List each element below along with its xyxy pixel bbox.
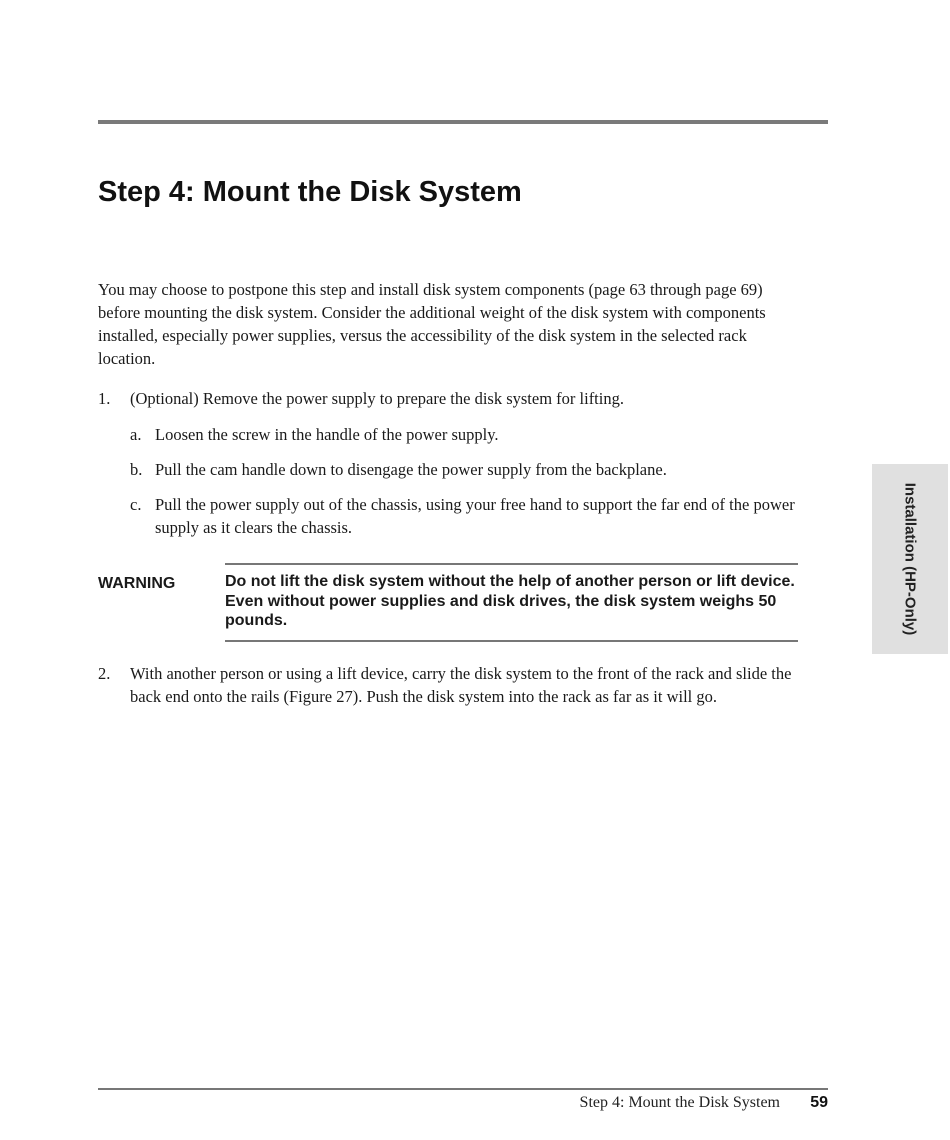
side-tab-label: Installation (HP-Only): [901, 482, 919, 636]
body-content: [98, 278, 798, 708]
warning-block: [98, 563, 798, 642]
section-side-tab: [872, 464, 948, 654]
substep-text: Loosen the screw in the handle of the power supply.: [155, 425, 499, 444]
substep-c: [130, 493, 798, 539]
substep-letter: c.: [130, 495, 142, 514]
step-number: 2.: [98, 663, 111, 683]
footer-rule: [98, 1088, 828, 1090]
warning-label: WARNING: [98, 575, 176, 592]
step-text: (Optional) Remove the power supply to prepare the disk system for lifting.: [130, 389, 624, 408]
step-2: [98, 662, 798, 708]
step-1: [98, 387, 798, 410]
substep-b: [130, 458, 798, 481]
page-title: Step 4: Mount the Disk System: [98, 176, 522, 208]
page-number: 59: [810, 1094, 828, 1111]
substep-text: Pull the power supply out of the chassis, using your free hand to support the far end of the power supply as it clears the chassis.: [155, 495, 795, 537]
substep-letter: a.: [130, 425, 142, 444]
step-text: With another person or using a lift device, carry the disk system to the front of the rack and slide the back end onto the rails (Figure 27). Push the disk system into the rack as far as it will go.: [130, 663, 792, 706]
substep-letter: b.: [130, 460, 143, 479]
warning-text: Do not lift the disk system without the help of another person or lift device. Even without power supplies and disk drives, the disk system weighs 50 pounds.: [225, 563, 798, 642]
header-rule: [98, 120, 828, 124]
step-number: 1.: [98, 389, 111, 408]
substep-text: Pull the cam handle down to disengage the power supply from the backplane.: [155, 460, 667, 479]
substep-list: [98, 423, 798, 539]
intro-paragraph: You may choose to postpone this step and install disk system components (page 63 through page 69) before mounting the disk system. Consider the additional weight of the disk system with components installed, especially power supplies, versus the accessibility of the disk system in the selected rack location.: [98, 280, 766, 368]
footer-title: Step 4: Mount the Disk System: [579, 1094, 780, 1111]
substep-a: [130, 423, 798, 446]
